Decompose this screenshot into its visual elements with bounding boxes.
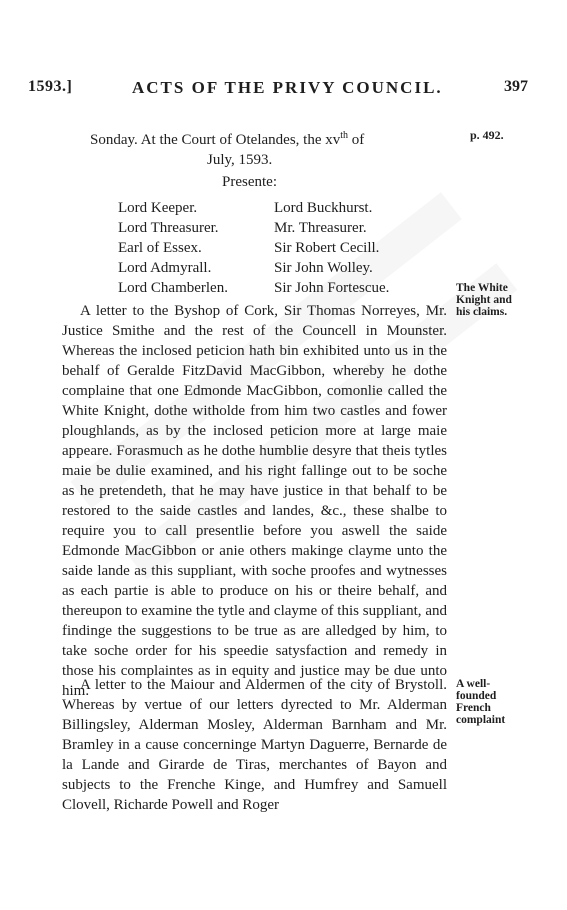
session-heading-line2: July, 1593.	[207, 152, 273, 168]
member-right: Sir John Wolley.	[274, 260, 373, 276]
member-right: Sir Robert Cecill.	[274, 240, 380, 256]
member-left: Lord Admyrall.	[118, 260, 212, 276]
header-year: 1593.]	[28, 78, 73, 95]
letter-paragraph-brystoll: A letter to the Maiour and Aldermen of the city of Brystoll. Whereas by vertue of our letters dyrected to Mr. Alderman Billingsley, Alderman Mosley, Alderman Barnham and Mr. Bramley in a cause concerninge Martyn Daguerre, Bernarde de la Lande and Girarde de Tiras, merchantes of Bayon and subjects to the Frenche Kinge, and Humfrey and Samuell Clovell, Richarde Powell and Roger	[62, 677, 447, 813]
session-heading	[90, 126, 430, 170]
running-header	[28, 78, 528, 100]
margin-note-french-complaint: A well-founded French complaint	[456, 678, 506, 726]
session-date-text: Sonday. At the Court of Otelandes, the $xv^{th}$ of	[90, 130, 365, 148]
ordinal-suffix: th	[340, 130, 349, 141]
presente-heading: Presente:	[222, 174, 277, 190]
header-title: ACTS OF THE PRIVY COUNCIL.	[132, 78, 443, 97]
session-heading-line1	[90, 126, 430, 150]
member-left: Lord Keeper.	[118, 200, 198, 216]
member-right: Lord Buckhurst.	[274, 200, 373, 216]
page-number: 397	[504, 78, 528, 95]
member-left: Lord Threasurer.	[118, 220, 219, 236]
page-reference: p. 492.	[470, 128, 504, 142]
margin-note-white-knight: The White Knight and his claims.	[456, 282, 512, 318]
member-left: Earl of Essex.	[118, 240, 202, 256]
letter-paragraph-white-knight: A letter to the Byshop of Cork, Sir Thomas Norreyes, Mr. Justice Smithe and the rest of the Councell in Mounster. Whereas the inclosed peticion hath bin exhibited unto us in the behalf of Geralde FitzDavid MacGibbon, whereby he dothe complaine that one Edmonde MacGibbon, comonlie called the White Knight, dothe witholde from him two castles and fower ploughlands, as by the inclosed peticion more at large maie appeare. Forasmuch as he dothe humblie desyre that theis tytles maie be dulie examined, and his right fallinge out to be soche as he pretendeth, that he may have justice in that behalf to be restored to the saide castles and landes, &c., these shalbe to require you to call presentlie before you aswell the saide Edmonde MacGibbon or anie others makinge clayme unto the saide lande as this suppliant, with soche proofes and wytnesses as each partie is able to produce on his or theire behalf, and thereupon to examine the tytle and clayme of this suppliant, and findinge the suggestions to be true as are alledged by him, to take soche order for his speedie satysfaction and remedy in those his complaintes as in equity and justice may be due unto him.	[62, 303, 447, 699]
member-right: Mr. Threasurer.	[274, 220, 367, 236]
member-left: Lord Chamberlen.	[118, 280, 228, 296]
member-right: Sir John Fortescue.	[274, 280, 390, 296]
